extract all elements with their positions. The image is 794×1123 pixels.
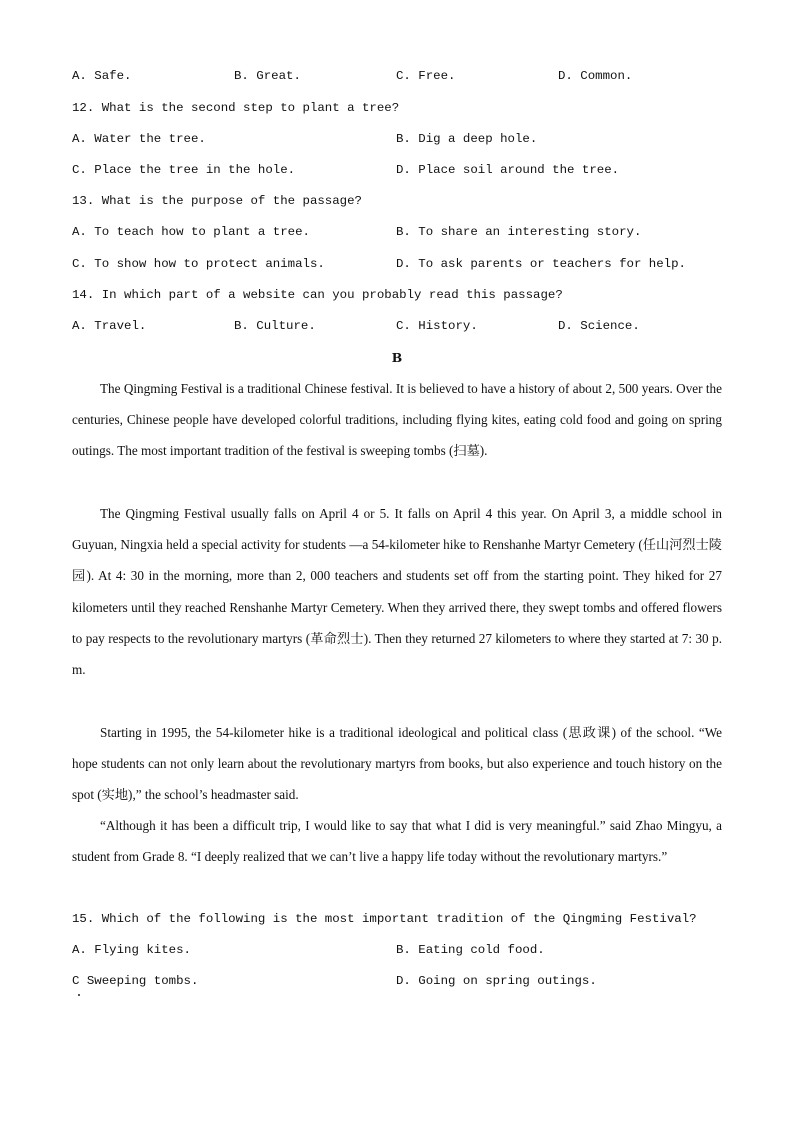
q13-option-b: B. To share an interesting story. — [396, 225, 642, 239]
q15-option-b: B. Eating cold food. — [396, 943, 545, 957]
passage-paragraph-4: “Although it has been a difficult trip, I would like to say that what I did is very meaningful.” said Zhao Mingyu, a student from Grade 8. “I deeply realized that we can’t live a happy life today without the revolutionary martyrs.” — [72, 818, 722, 865]
section-b-title: B — [391, 350, 403, 365]
stray-mark — [78, 994, 80, 996]
q12-option-b: B. Dig a deep hole. — [396, 132, 538, 146]
q15-question: 15. Which of the following is the most important tradition of the Qingming Festival? — [72, 912, 697, 926]
q15-option-a: A. Flying kites. — [72, 943, 191, 957]
q12-option-c: C. Place the tree in the hole. — [72, 163, 296, 177]
q11-option-a: A. Safe. — [72, 69, 132, 83]
passage-paragraph-1: The Qingming Festival is a traditional Chinese festival. It is believed to have a history of about 2, 500 years. Over the centuries, Chinese people have developed colorful traditions, including flying kites, eating cold food and going on spring outings. The most important tradition of the festival is sweeping tombs (扫墓). — [72, 381, 722, 459]
q11-option-b: B. Great. — [234, 69, 301, 83]
q13-question: 13. What is the purpose of the passage? — [72, 194, 362, 208]
q15-option-c: C Sweeping tombs. — [72, 974, 199, 988]
q14-option-d: D. Science. — [558, 319, 640, 333]
q12-option-a: A. Water the tree. — [72, 132, 206, 146]
passage-paragraph-3: Starting in 1995, the 54-kilometer hike is a traditional ideological and political class (思政课) of the school. “We hope students can not only learn about the revolutionary martyrs from books, but also experience and touch history on the spot (实地),” the school’s headmaster said. — [72, 725, 722, 803]
passage-paragraph-2: The Qingming Festival usually falls on April 4 or 5. It falls on April 4 this year. On April 3, a middle school in Guyuan, Ningxia held a special activity for students —a 54-kilometer hike to Renshanhe Martyr Cemetery (任山河烈士陵园). At 4: 30 in the morning, more than 2, 000 teachers and students set off from the starting point. They hiked for 27 kilometers until they reached Renshanhe Martyr Cemetery. When they arrived there, they swept tombs and offered flowers to pay respects to the revolutionary martyrs (革命烈士). Then they returned 27 kilometers to where they started at 7: 30 p. m. — [72, 506, 722, 678]
q13-option-d: D. To ask parents or teachers for help. — [396, 257, 686, 271]
q14-question: 14. In which part of a website can you probably read this passage? — [72, 288, 563, 302]
q12-option-d: D. Place soil around the tree. — [396, 163, 620, 177]
q14-option-c: C. History. — [396, 319, 478, 333]
q12-question: 12. What is the second step to plant a tree? — [72, 101, 400, 115]
q13-option-c: C. To show how to protect animals. — [72, 257, 325, 271]
q14-option-a: A. Travel. — [72, 319, 147, 333]
q13-option-a: A. To teach how to plant a tree. — [72, 225, 310, 239]
q11-option-c: C. Free. — [396, 69, 456, 83]
q15-option-d: D. Going on spring outings. — [396, 974, 597, 988]
q11-option-d: D. Common. — [558, 69, 633, 83]
q14-option-b: B. Culture. — [234, 319, 316, 333]
